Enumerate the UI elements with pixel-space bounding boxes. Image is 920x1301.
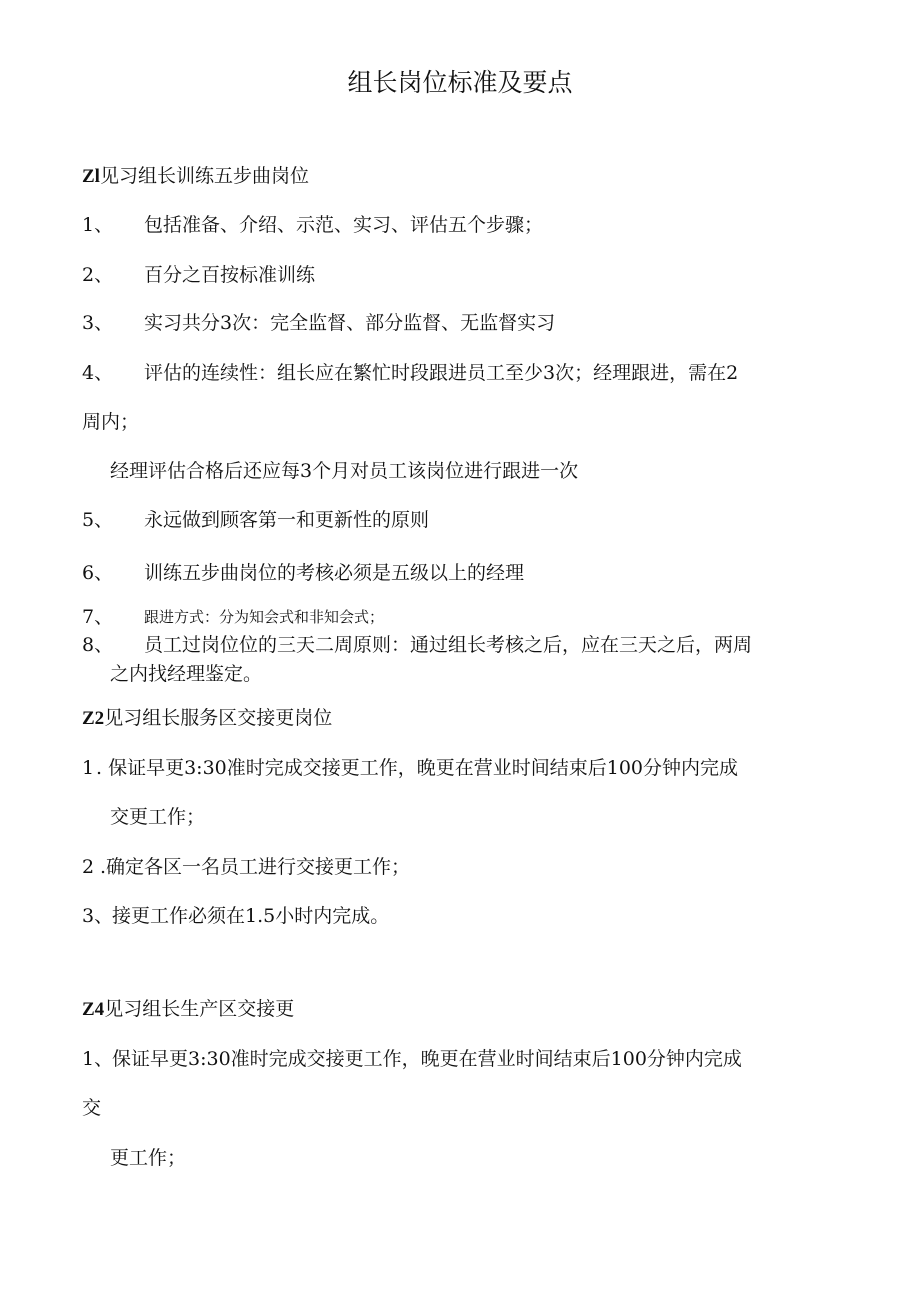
item-text: 包括准备、介绍、示范、实习、评估五个步骤； xyxy=(144,214,544,236)
item-number: 4、 xyxy=(82,362,114,384)
item-text: 跟进方式：分为知会式和非知会式； xyxy=(144,608,385,626)
item-number: 3、 xyxy=(82,312,114,334)
item-number: 6、 xyxy=(82,562,114,584)
section-code: Zl xyxy=(82,166,100,187)
item-text: 训练五步曲岗位的考核必须是五级以上的经理 xyxy=(144,562,525,584)
item-number: 2 xyxy=(82,856,95,878)
section-heading-text: 见习组长生产区交接更 xyxy=(104,998,295,1020)
section-heading-z4 xyxy=(82,997,294,1022)
item-extra-line: 经理评估合格后还应每3个月对员工该岗位进行跟进一次 xyxy=(110,460,579,482)
item-text: 实习共分3次：完全监督、部分监督、无监督实习 xyxy=(144,312,556,334)
section-heading-text: 见习组长训练五步曲岗位 xyxy=(99,165,309,187)
item-continuation: 之内找经理鉴定。 xyxy=(110,663,263,685)
section-heading-z1 xyxy=(82,164,309,189)
item-continuation: 交 xyxy=(82,1097,102,1119)
item-text: 接更工作必须在1.5小时内完成。 xyxy=(112,905,390,927)
item-number: 1、 xyxy=(82,1048,114,1070)
item-text: 员工过岗位位的三天二周原则：通过组长考核之后，应在三天之后，两周 xyxy=(144,634,753,656)
item-number: 8、 xyxy=(82,634,114,656)
page-title: 组长岗位标准及要点 xyxy=(347,68,573,97)
section-code: Z4 xyxy=(82,999,105,1020)
item-continuation: 周内； xyxy=(82,411,140,433)
item-number: 1 xyxy=(82,757,95,779)
item-number: 2、 xyxy=(82,264,114,286)
item-text: 永远做到顾客第一和更新性的原则 xyxy=(144,509,430,531)
item-text: .确定各区一名员工进行交接更工作； xyxy=(100,856,411,878)
section-heading-z2 xyxy=(82,706,332,731)
item-number: 1、 xyxy=(82,214,114,236)
item-number: 5、 xyxy=(82,509,114,531)
item-number: 7、 xyxy=(82,606,114,628)
item-continuation: 交更工作； xyxy=(110,806,206,828)
section-heading-text: 见习组长服务区交接更岗位 xyxy=(104,707,333,729)
item-text: 保证早更3:30准时完成交接更工作，晚更在营业时间结束后100分钟内完成 xyxy=(112,1048,742,1070)
item-extra-line: 更工作； xyxy=(110,1147,187,1169)
item-text: . 保证早更3:30准时完成交接更工作，晚更在营业时间结束后100分钟内完成 xyxy=(96,757,739,779)
section-code: Z2 xyxy=(82,708,105,729)
item-text: 评估的连续性：组长应在繁忙时段跟进员工至少3次；经理跟进，需在2 xyxy=(144,362,739,384)
item-number: 3、 xyxy=(82,905,114,927)
item-text: 百分之百按标准训练 xyxy=(144,264,316,286)
